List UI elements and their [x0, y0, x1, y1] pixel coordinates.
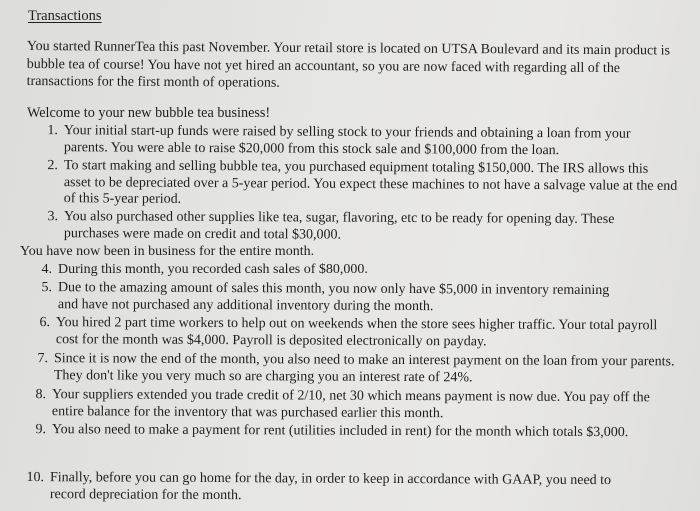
list-item-text: Since it is now the end of the month, you also need to make an interest payment on the loan from your parents. They don't like you very much so are charging you an interest rate of 24%.: [53, 351, 675, 385]
list-item-text: You also need to make a payment for rent (utilities included in rent) for the month which totals $3,000.: [51, 422, 629, 441]
document-title: Transactions: [28, 8, 102, 24]
list-item: [20, 470, 680, 503]
list-item-text: You hired 2 part time workers to help out on weekends when the store sees higher traffic. Your total payroll cost for the month was $4,000. Payroll is deposited electronically on payday.: [55, 315, 658, 349]
business-status-line: You have now been in business for the entire month.: [20, 244, 315, 259]
list-item-number: 4.: [41, 262, 52, 277]
list-item-number: 5.: [41, 280, 52, 296]
list-item-text: To start making and selling bubble tea, you purchased equipment totaling $150,000. The IRS allows this asset to be depreciated over a 5-year period. You expect these machines to not have a salvage value at the end of this 5-year period.: [63, 158, 678, 207]
list-item-number: 6.: [39, 315, 50, 331]
list-item: [22, 387, 682, 421]
list-item-text: During this month, you recorded cash sales of $80,000.: [58, 262, 368, 277]
list-item-number: 10.: [26, 470, 44, 486]
welcome-line: Welcome to your new bubble tea business!: [27, 105, 271, 121]
list-item-number: 8.: [35, 387, 46, 403]
intro-paragraph: You started RunnerTea this past November. Your retail store is located on UTSA Boulevard and its main product is bubble tea of course! You have not yet hired an accountant, so you are now faced with regarding all of the transactions for the first month of operations.: [26, 38, 671, 91]
list-item-number: 1.: [47, 123, 58, 139]
list-item-number: 2.: [47, 158, 58, 174]
list-item-text: Due to the amazing amount of sales this month, you now only have $5,000 in inventory remaining and have not purchased any additional inventory during the month.: [57, 280, 610, 314]
list-item: [28, 280, 678, 314]
list-item-text: Finally, before you can go home for the day, in order to keep in accordance with GAAP, you need to record depreciation for the month.: [49, 470, 612, 503]
list-item: [34, 123, 684, 158]
list-item-number: 3.: [47, 209, 58, 225]
list-item-text: Your initial start-up funds were raised by selling stock to your friends and obtaining a loan from your parents. You were able to raise $20,000 from this stock sale and $100,000 from the loan.: [63, 123, 631, 158]
list-item-text: Your suppliers extended you trade credit of 2/10, net 30 which means payment is now due. You pay off the entire balance for the inventory that was purchased earlier this month.: [51, 387, 650, 421]
list-item-number: 9.: [35, 422, 46, 438]
list-item-text: You also purchased other supplies like tea, sugar, flavoring, etc to be ready for opening day. These purchases were made on credit and total $30,000.: [63, 209, 615, 243]
list-item-number: 7.: [37, 351, 48, 367]
list-item: [24, 351, 684, 385]
